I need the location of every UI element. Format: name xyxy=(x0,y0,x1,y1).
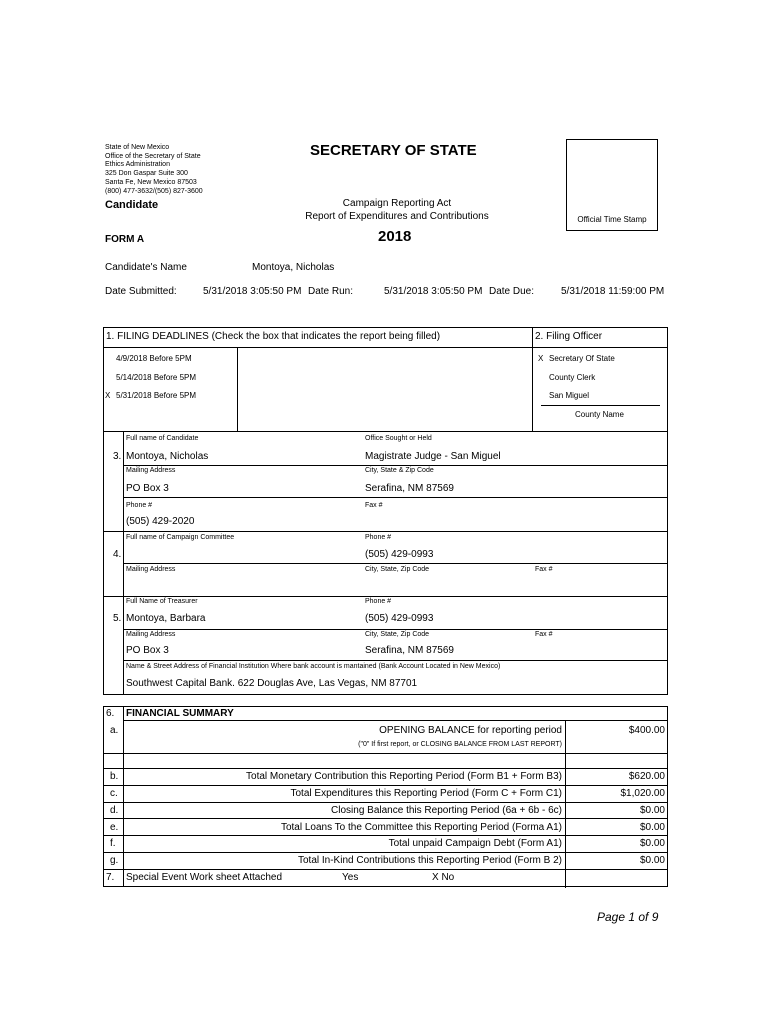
page-number: Page 1 of 9 xyxy=(597,910,659,924)
row-letter: e. xyxy=(110,822,119,833)
special-event-label: Special Event Work sheet Attached xyxy=(126,872,283,883)
deadline-check-mark: X xyxy=(105,391,111,400)
officer-text: County Clerk xyxy=(549,373,596,382)
treasurer-mailing-label: Mailing Address xyxy=(126,631,176,638)
address-line: Office of the Secretary of State xyxy=(105,152,201,160)
treasurer-city[interactable]: Serafina, NM 87569 xyxy=(365,645,454,656)
date-run-label: Date Run: xyxy=(308,286,354,297)
section-5-number: 5. xyxy=(113,613,122,624)
row-value[interactable]: $0.00 xyxy=(639,838,665,849)
special-event-yes[interactable]: Yes xyxy=(342,872,359,883)
date-submitted: 5/31/2018 3:05:50 PM xyxy=(203,286,302,297)
candidate-name-label: Candidate's Name xyxy=(105,262,187,273)
date-run: 5/31/2018 3:05:50 PM xyxy=(384,286,483,297)
filing-officer-header: 2. Filing Officer xyxy=(535,331,603,342)
opening-letter: a. xyxy=(110,725,119,736)
form-label: FORM A xyxy=(105,234,145,245)
address-line: State of New Mexico xyxy=(105,144,170,151)
date-submitted-label: Date Submitted: xyxy=(105,286,177,297)
date-due-label: Date Due: xyxy=(489,286,535,297)
row-label: Total unpaid Campaign Debt (Form A1) xyxy=(388,838,562,849)
opening-label: OPENING BALANCE for reporting period xyxy=(379,725,562,736)
row-letter: b. xyxy=(110,771,119,782)
act-line-2: Report of Expenditures and Contributions xyxy=(305,211,489,222)
fax-label: Fax # xyxy=(365,502,383,509)
treasurer-phone-label: Phone # xyxy=(365,598,392,605)
treasurer-phone[interactable]: (505) 429-0993 xyxy=(365,613,434,624)
treasurer-mailing[interactable]: PO Box 3 xyxy=(126,645,169,656)
office-label: Office Sought or Held xyxy=(365,435,432,442)
committee-mailing-label: Mailing Address xyxy=(126,566,176,573)
city-label: City, State & Zip Code xyxy=(365,467,434,474)
section-6-number: 6. xyxy=(106,708,115,719)
treasurer-label: Full Name of Treasurer xyxy=(126,598,198,605)
phone-value[interactable]: (505) 429-2020 xyxy=(126,516,195,527)
candidate-name: Montoya, Nicholas xyxy=(252,262,335,273)
candidate-full-name-label: Full name of Candidate xyxy=(126,435,199,442)
committee-fax-label: Fax # xyxy=(535,566,553,573)
section-4-number: 4. xyxy=(113,549,122,560)
page-title: SECRETARY OF STATE xyxy=(310,142,477,159)
candidate-heading: Candidate xyxy=(105,199,159,211)
mailing-value[interactable]: PO Box 3 xyxy=(126,483,169,494)
phone-label: Phone # xyxy=(126,502,153,509)
row-label: Total In-Kind Contributions this Reporting Period (Form B 2) xyxy=(297,855,562,866)
city-value[interactable]: Serafina, NM 87569 xyxy=(365,483,454,494)
opening-note: ("0" If first report, or CLOSING BALANCE FROM LAST REPORT) xyxy=(358,741,562,748)
row-label: Total Loans To the Committee this Reporting Period (Forma A1) xyxy=(280,822,562,833)
treasurer-fax-label: Fax # xyxy=(535,631,553,638)
date-due: 5/31/2018 11:59:00 PM xyxy=(561,286,665,297)
officer-check-mark: X xyxy=(538,354,544,363)
row-letter: f. xyxy=(110,838,116,849)
row-letter: d. xyxy=(110,805,119,816)
address-line: Ethics Administration xyxy=(105,161,170,169)
committee-city-label: City, State, Zip Code xyxy=(365,566,430,573)
deadline-text: 4/9/2018 Before 5PM xyxy=(116,354,192,363)
row-value[interactable]: $1,020.00 xyxy=(620,788,665,799)
time-stamp-label: Official Time Stamp xyxy=(577,215,647,224)
row-letter: g. xyxy=(110,855,119,866)
financial-summary-title: FINANCIAL SUMMARY xyxy=(126,708,234,719)
issuer-address xyxy=(105,144,203,196)
opening-value[interactable]: $400.00 xyxy=(628,725,665,736)
committee-phone[interactable]: (505) 429-0993 xyxy=(365,549,434,560)
row-label: Total Monetary Contribution this Reporting Period (Form B1 + Form B3) xyxy=(246,771,562,782)
row-letter: c. xyxy=(110,788,118,799)
mailing-label: Mailing Address xyxy=(126,467,176,474)
bank-value[interactable]: Southwest Capital Bank. 622 Douglas Ave, Las Vegas, NM 87701 xyxy=(126,678,418,689)
row-label: Closing Balance this Reporting Period (6a + 6b - 6c) xyxy=(331,805,562,816)
committee-label: Full name of Campaign Committee xyxy=(126,534,235,541)
address-line: Santa Fe, New Mexico 87503 xyxy=(105,178,197,186)
office-value[interactable]: Magistrate Judge - San Miguel xyxy=(365,451,501,462)
row-label: Total Expenditures this Reporting Period (Form C + Form C1) xyxy=(290,788,562,799)
section-7-number: 7. xyxy=(106,872,115,883)
county-value: San Miguel xyxy=(549,391,590,400)
row-value[interactable]: $0.00 xyxy=(639,805,665,816)
address-line: 325 Don Gaspar Suite 300 xyxy=(105,170,188,178)
bank-label: Name & Street Address of Financial Institution Where bank account is mantained (Bank Account Located in New Mexico) xyxy=(126,663,501,670)
report-year: 2018 xyxy=(378,228,412,245)
address-line: (800) 477-3632/(505) 827-3600 xyxy=(105,187,203,195)
officer-text: Secretary Of State xyxy=(549,354,615,363)
deadline-text: 5/31/2018 Before 5PM xyxy=(116,391,197,400)
treasurer-city-label: City, State, Zip Code xyxy=(365,631,430,638)
row-value[interactable]: $0.00 xyxy=(639,822,665,833)
deadline-text: 5/14/2018 Before 5PM xyxy=(116,373,197,382)
special-event-no[interactable]: X No xyxy=(432,872,455,883)
candidate-full-name[interactable]: Montoya, Nicholas xyxy=(126,451,209,462)
county-name-label: County Name xyxy=(575,410,624,419)
treasurer-name[interactable]: Montoya, Barbara xyxy=(126,613,206,624)
committee-phone-label: Phone # xyxy=(365,534,392,541)
row-value[interactable]: $0.00 xyxy=(639,855,665,866)
section-3-number: 3. xyxy=(113,451,122,462)
filing-deadlines-header: 1. FILING DEADLINES (Check the box that indicates the report being filled) xyxy=(106,331,441,342)
row-value[interactable]: $620.00 xyxy=(628,771,665,782)
act-line-1: Campaign Reporting Act xyxy=(342,198,452,209)
